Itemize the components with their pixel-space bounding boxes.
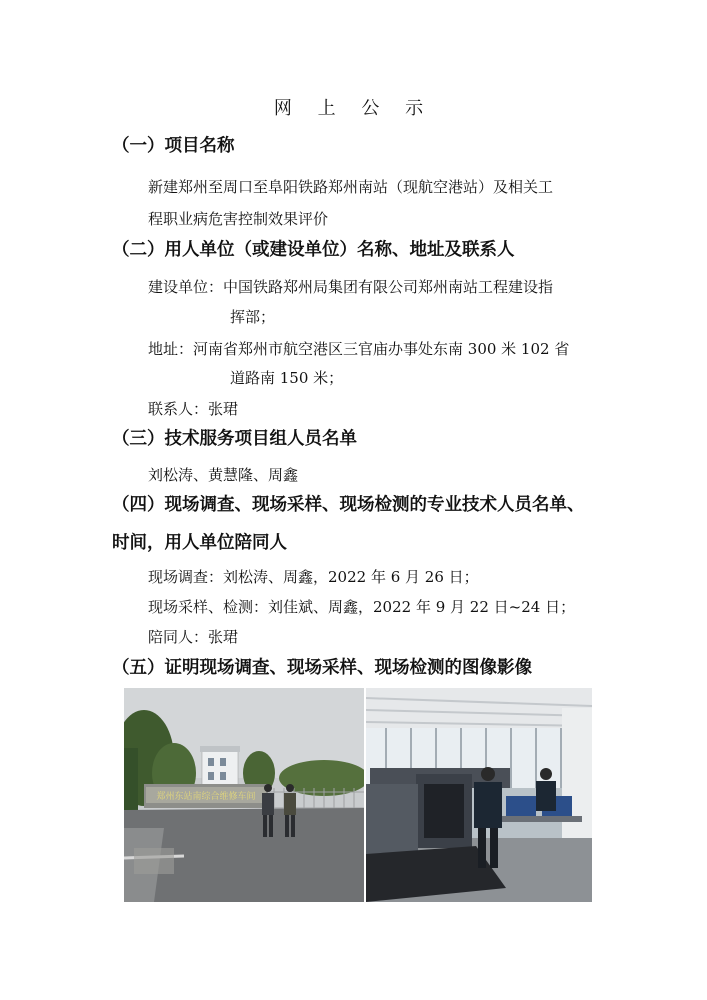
construction-unit-line-1: 建设单位：中国铁路郑州局集团有限公司郑州南站工程建设指 [148,278,554,296]
accompanying-person: 陪同人：张珺 [148,628,239,646]
section-1-line-2: 程职业病危害控制效果评价 [148,210,329,228]
gate-sign-text: 郑州东站南综合维修车间 [156,792,256,802]
section-heading-3: （三）技术服务项目组人员名单 [112,429,357,449]
section-heading-4-line-2: 时间，用人单位陪同人 [112,533,287,553]
section-heading-1: （一）项目名称 [112,136,235,156]
xray-inspection-photo [366,688,592,902]
site-survey: 现场调查：刘松涛、周鑫，2022 年 6 月 26 日； [148,568,479,586]
address-line-1: 地址：河南省郑州市航空港区三官庙办事处东南 300 米 102 省 [148,340,570,358]
contact-person: 联系人：张珺 [148,400,239,418]
page-title: 网 上 公 示 [273,98,434,119]
site-gate-photo [124,688,364,902]
sampling-testing: 现场采样、检测：刘佳斌、周鑫，2022 年 9 月 22 日~24 日； [148,598,576,616]
section-1-line-1: 新建郑州至周口至阜阳铁路郑州南站（现航空港站）及相关工 [148,178,554,196]
section-heading-4-line-1: （四）现场调查、现场采样、现场检测的专业技术人员名单、 [112,495,585,515]
address-line-2: 道路南 150 米； [230,369,344,387]
section-heading-2: （二）用人单位（或建设单位）名称、地址及联系人 [112,240,515,260]
team-members: 刘松涛、黄慧隆、周鑫 [148,466,299,484]
section-heading-5: （五）证明现场调查、现场采样、现场检测的图像影像 [112,658,532,678]
construction-unit-line-2: 挥部； [230,308,276,326]
